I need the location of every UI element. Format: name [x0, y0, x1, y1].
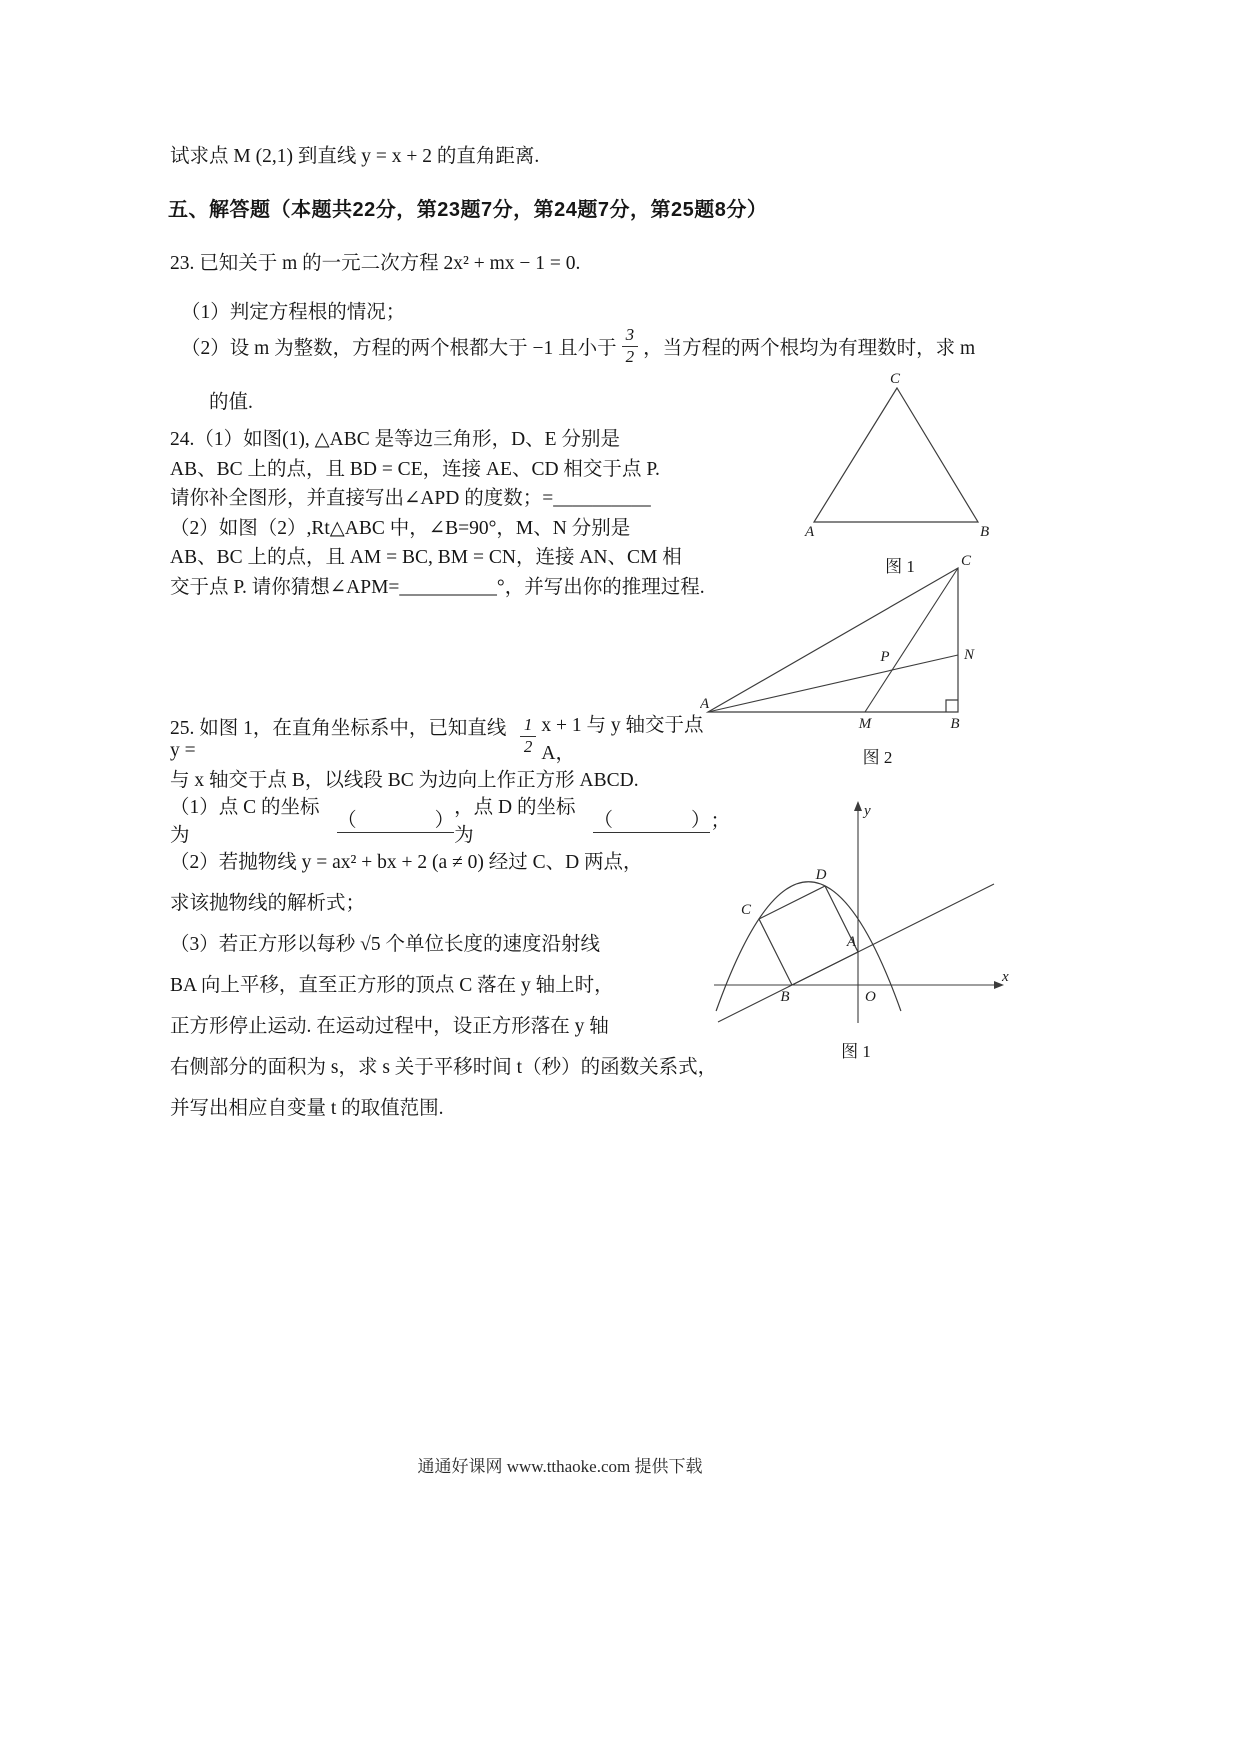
fig1-label-a: A [805, 524, 815, 540]
q25-line-3 [170, 796, 730, 846]
fig1-label-b: B [980, 524, 990, 540]
q25-line-2: 与 x 轴交于点 B，以线段 BC 为边向上作正方形 ABCD. [170, 769, 639, 791]
q24-line: （2）如图（2）,Rt△ABC 中，∠B=90°，M、N 分别是 [170, 517, 631, 539]
fig2-label-b: B [950, 716, 960, 732]
q23-part2 [181, 318, 975, 374]
q25-line-7: BA 向上平移，直至正方形的顶点 C 落在 y 轴上时， [170, 974, 614, 996]
fig3-drawing [698, 795, 1014, 1027]
answer-blank-c: （ ） [337, 804, 454, 833]
fig2-label-n: N [964, 647, 975, 663]
fig3-label-o: O [865, 989, 876, 1005]
fig2-drawing [700, 555, 1000, 733]
fig3-label-a: A [846, 934, 856, 950]
fraction-numerator: 1 [520, 716, 537, 737]
triangle-abc [708, 568, 958, 712]
q25-line-9: 右侧部分的面积为 s，求 s 关于平移时间 t（秒）的函数关系式， [170, 1056, 718, 1078]
fig2-label-p: P [880, 649, 890, 665]
q23-part1: （1）判定方程根的情况； [181, 302, 406, 323]
q25-line3-text: ； [710, 810, 730, 832]
q23-part2-continuation: 的值. [209, 392, 253, 413]
fraction-three-halves [622, 326, 639, 366]
q23-stem: 23. 已知关于 m 的一元二次方程 2x² + mx − 1 = 0. [170, 253, 581, 274]
q25-line-6: （3）若正方形以每秒 √5 个单位长度的速度沿射线 [170, 933, 600, 955]
q25-line-1 [170, 714, 730, 764]
fig3-label-c: C [740, 902, 752, 918]
answer-blank-d: （ ） [593, 804, 710, 833]
q25-text-block [170, 716, 730, 1126]
fraction-denominator: 2 [523, 737, 533, 756]
fig3-label-d: D [815, 867, 827, 883]
fig3-label-y: y [864, 803, 871, 819]
y-axis-arrow [854, 801, 862, 811]
fraction-one-half [520, 716, 537, 756]
fig1-drawing [800, 372, 1000, 542]
q25-line-10: 并写出相应自变量 t 的取值范围. [170, 1097, 444, 1119]
footer-watermark: 通通好课网 www.tthaoke.com 提供下载 [417, 1457, 703, 1476]
fig3-label-x: x [1002, 969, 1009, 985]
figure-right-triangle [700, 555, 1000, 768]
fig2-label-m: M [858, 716, 872, 732]
figure-coordinate-system [698, 795, 1014, 1062]
q25-line3-text: ，点 D 的坐标为 [454, 796, 576, 846]
triangle-abc [814, 388, 978, 522]
right-angle-marker [946, 700, 958, 712]
figure-caption: 图 1 [885, 557, 915, 576]
fig1-label-c: C [889, 372, 901, 387]
figure-caption: 图 1 [841, 1042, 871, 1061]
q23-part2-pre: （2）设 m 为整数，方程的两个根都大于 −1 且小于 [181, 338, 617, 359]
q25-line-5: 求该抛物线的解析式； [170, 892, 366, 914]
q24-line: 交于点 P. 请你猜想∠APM=__________°，并写出你的推理过程. [170, 576, 705, 598]
q23-part2-post: ，当方程的两个根均为有理数时，求 m [643, 338, 976, 359]
q24-line: 请你补全图形，并直接写出∠APD 的度数；=__________ [170, 488, 651, 509]
q25-line-8: 正方形停止运动. 在运动过程中，设正方形落在 y 轴 [170, 1015, 609, 1037]
q25-line1-pre: 25. 如图 1，在直角坐标系中，已知直线 y = [170, 717, 507, 761]
q24-line: 24.（1）如图(1), △ABC 是等边三角形，D、E 分别是 [170, 429, 620, 450]
intro-line: 试求点 M (2,1) 到直线 y = x + 2 的直角距离. [170, 146, 540, 167]
section-header: 五、解答题（本题共22分，第23题7分，第24题7分，第25题8分） [168, 199, 768, 221]
q25-line3-text: （1）点 C 的坐标为 [170, 796, 320, 846]
fig3-label-b: B [780, 989, 790, 1005]
fig2-label-a: A [700, 696, 710, 712]
segment-cm [865, 568, 958, 712]
figure-equilateral-triangle [800, 372, 1000, 577]
fraction-denominator: 2 [625, 346, 635, 366]
segment-an [708, 655, 958, 712]
q24-line: AB、BC 上的点，且 BD = CE，连接 AE、CD 相交于点 P. [170, 458, 660, 480]
square-abcd [759, 886, 858, 985]
q25-line1-post: x + 1 与 y 轴交于点 A， [541, 714, 704, 764]
fraction-numerator: 3 [622, 326, 639, 347]
figure-caption: 图 2 [862, 748, 893, 767]
q24-line: AB、BC 上的点，且 AM = BC, BM = CN，连接 AN、CM 相 [170, 547, 682, 568]
q25-line-4: （2）若抛物线 y = ax² + bx + 2 (a ≠ 0) 经过 C、D 两点， [170, 851, 643, 873]
fig2-label-c: C [961, 555, 972, 569]
